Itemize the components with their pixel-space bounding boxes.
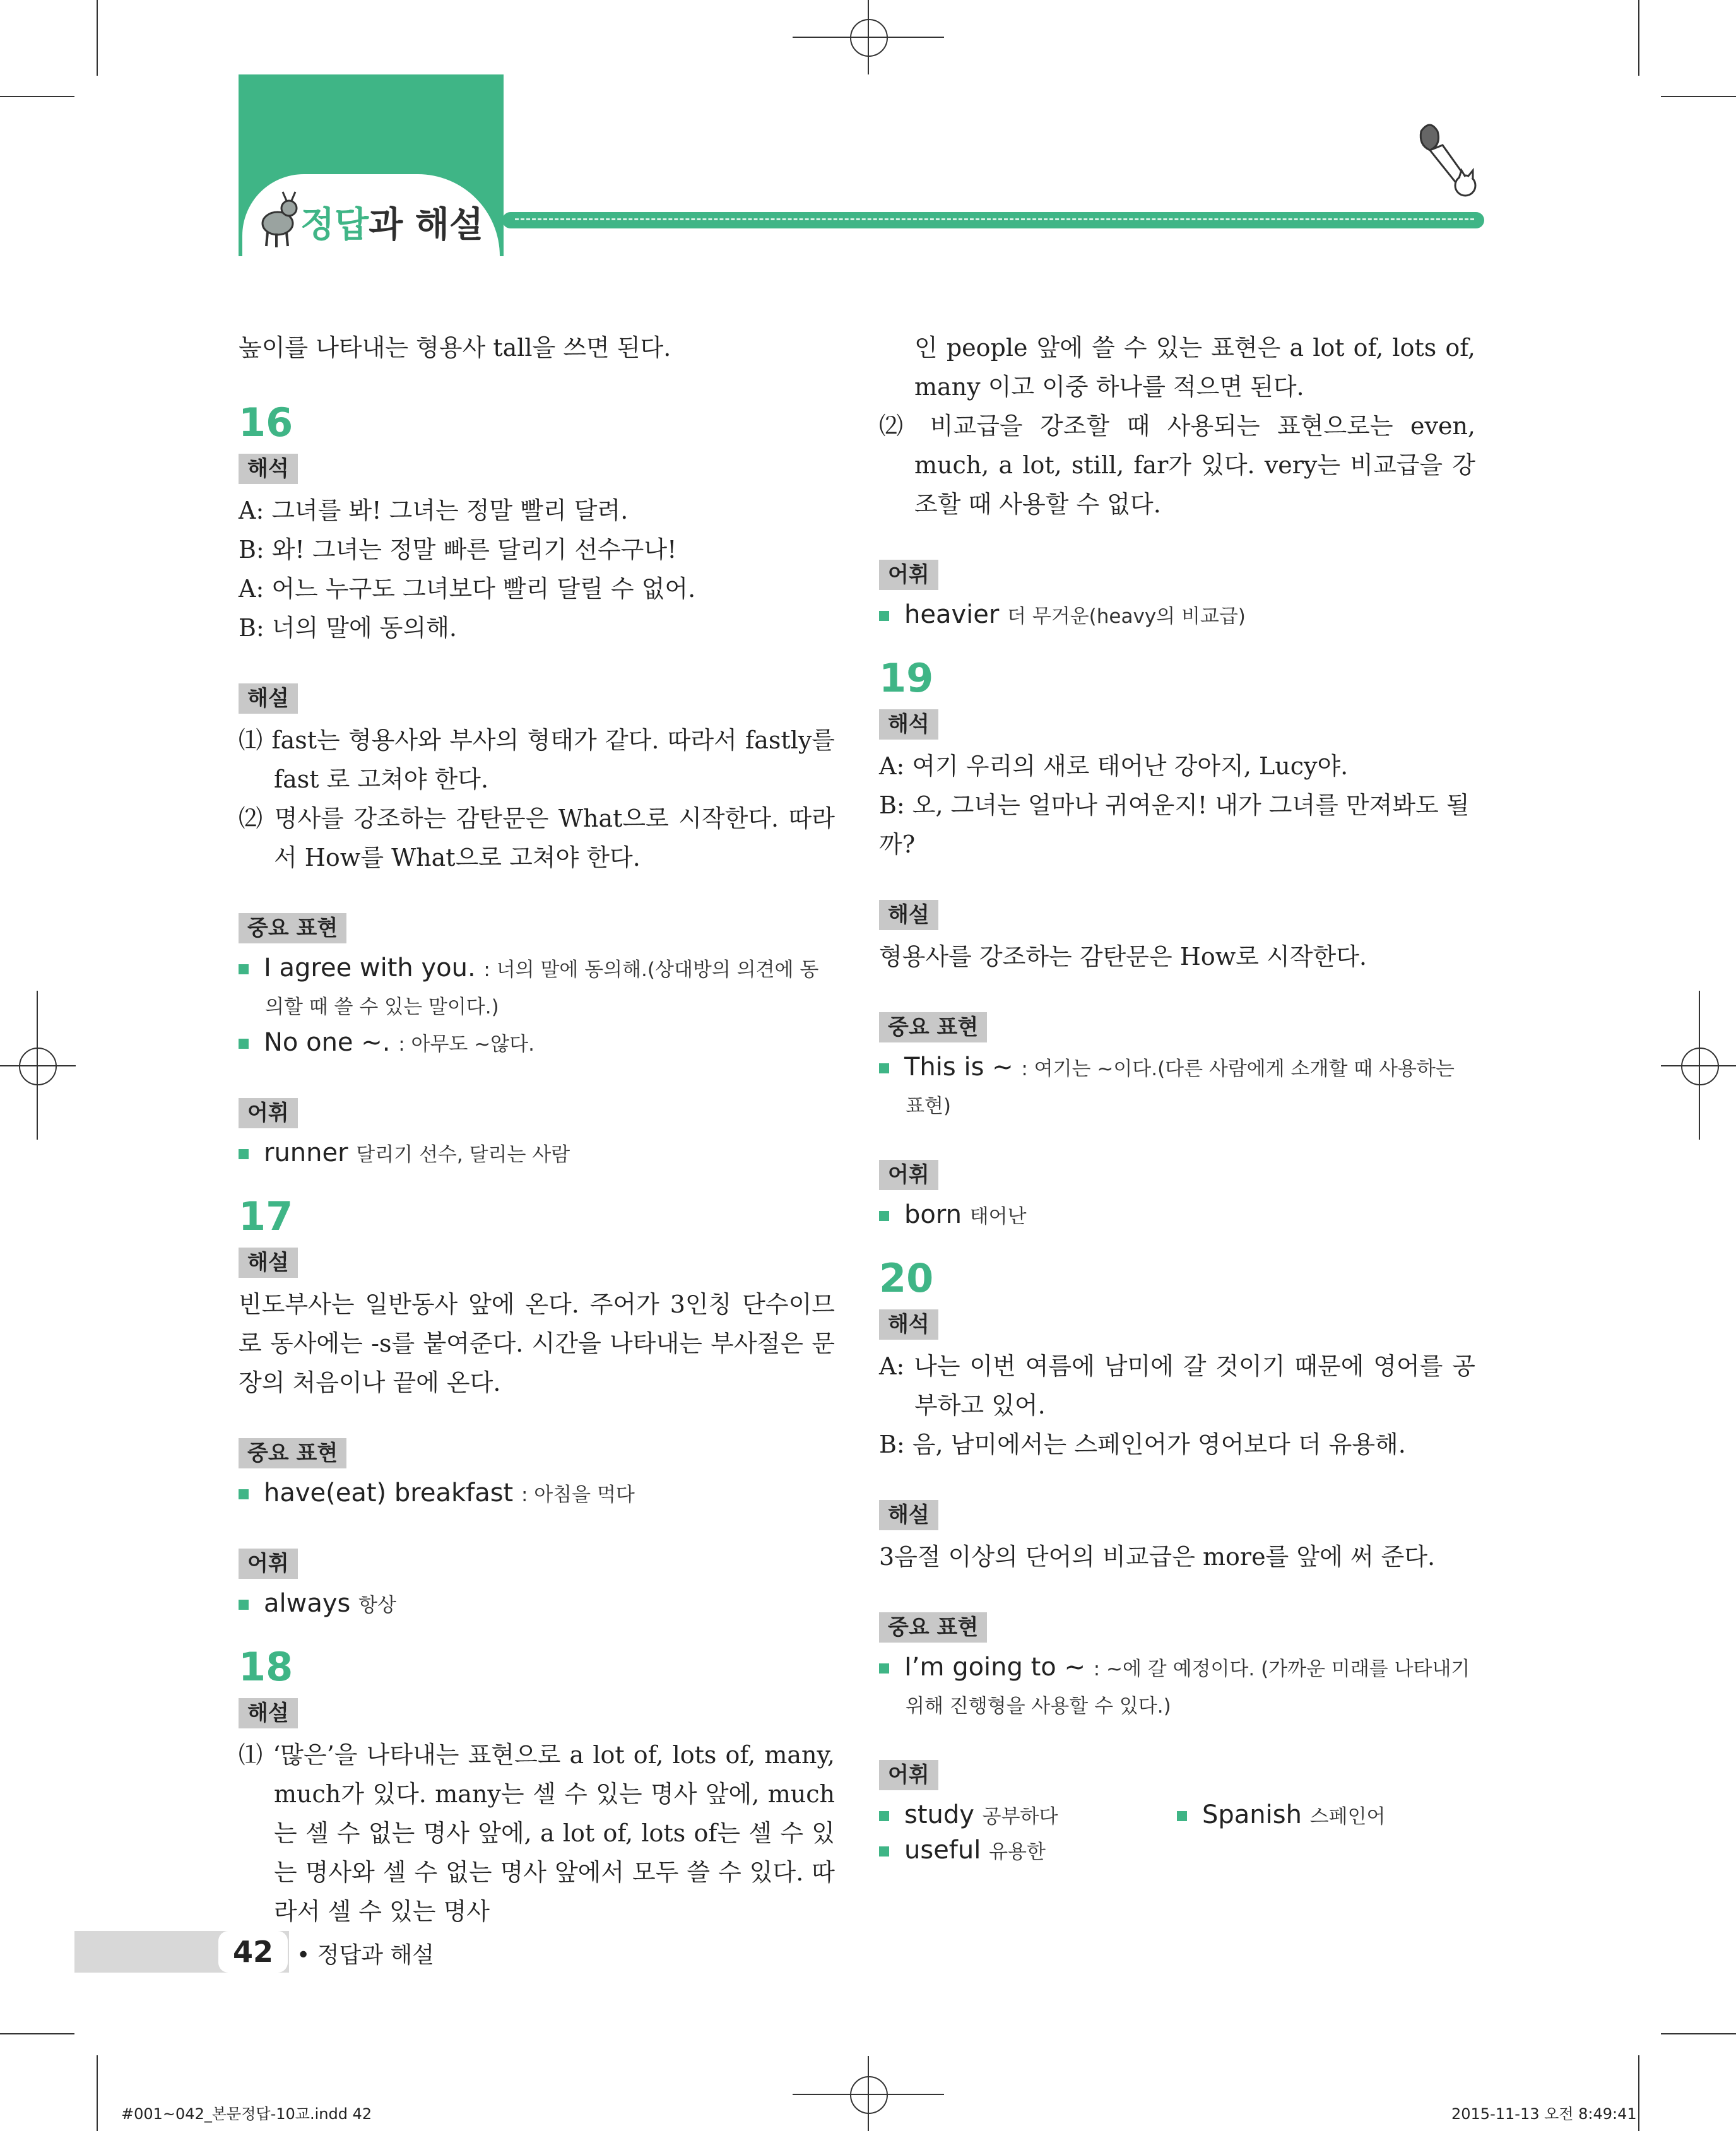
question-number-18: 18	[239, 1644, 293, 1690]
label-vocab: 어휘	[879, 560, 938, 590]
vocab-term: born	[904, 1200, 962, 1229]
dialogue-line: B: 너의 말에 동의해.	[239, 614, 458, 642]
registration-circle	[1681, 1048, 1719, 1085]
crop-mark	[1638, 0, 1639, 76]
label-expression: 중요 표현	[239, 1438, 346, 1468]
label-vocab: 어휘	[879, 1760, 938, 1790]
header-title	[300, 197, 483, 247]
label-expression: 중요 표현	[879, 1612, 987, 1643]
running-footer-title: • 정답과 해설	[297, 1942, 435, 1968]
crop-mark	[0, 2033, 74, 2034]
bullet-square-icon	[239, 964, 249, 974]
explanation-item: ⑴ ‘많은’을 나타내는 표현으로 a lot of, lots of, many, much가 있다. many는 셀 수 있는 명사 앞에, much는 셀 수 없는 명사 앞에, a lot of, lots of는 셀 수 있는 명사와 셀 수 없는 명사 앞에서 모두 쓸 수 있다. 따라서 셀 수 있는 명사	[239, 1741, 835, 1925]
expression-gloss: : ~에 갈 예정이다. (가까운 미래를 나타내기 위해 진행형을 사용할 수 있다.)	[906, 1658, 1470, 1718]
crop-mark	[97, 0, 98, 76]
vocab-item	[239, 1135, 835, 1172]
explanation-item: ⑵ 명사를 강조하는 감탄문은 What으로 시작한다. 따라서 How를 What으로 고쳐야 한다.	[239, 805, 835, 871]
dialogue-line: A: 나는 이번 여름에 남미에 갈 것이기 때문에 영어를 공부하고 있어.	[879, 1352, 1475, 1419]
explanation-text: 3음절 이상의 단어의 비교급은 more를 앞에 써 준다.	[879, 1543, 1436, 1571]
label-vocab: 어휘	[239, 1549, 298, 1579]
vocab-gloss: 공부하다	[982, 1805, 1058, 1828]
expression-gloss: : 너의 말에 동의해.(상대방의 의견에 동의할 때 쓸 수 있는 말이다.)	[265, 959, 819, 1018]
label-translation: 해석	[879, 1309, 938, 1340]
expression-gloss: : 아침을 먹다	[521, 1484, 635, 1506]
vocab-gloss: 유용한	[989, 1841, 1046, 1863]
bullet-square-icon	[879, 1846, 889, 1857]
label-vocab: 어휘	[879, 1160, 938, 1190]
vocab-item	[879, 1797, 1196, 1834]
vocab-term: Spanish	[1202, 1800, 1302, 1829]
expression-item	[879, 1650, 1475, 1724]
registration-circle	[850, 19, 888, 57]
vocab-item	[879, 597, 1475, 634]
dialogue-line: A: 어느 누구도 그녀보다 빨리 달릴 수 없어.	[239, 575, 696, 603]
dialogue-line: B: 음, 남미에서는 스페인어가 영어보다 더 유용해.	[879, 1431, 1406, 1458]
label-translation: 해석	[239, 454, 298, 484]
label-explanation: 해설	[239, 683, 298, 714]
vocab-gloss: 스페인어	[1309, 1805, 1386, 1828]
label-explanation: 해설	[239, 1698, 298, 1728]
registration-circle	[850, 2076, 888, 2114]
expression-item	[239, 950, 835, 1025]
crop-mark	[1661, 96, 1736, 97]
bullet-square-icon	[239, 1149, 249, 1159]
bullet-square-icon	[239, 1489, 249, 1499]
right-column	[879, 328, 1475, 1868]
vocab-term: runner	[264, 1138, 348, 1167]
dialogue-line: A: 그녀를 봐! 그녀는 정말 빨리 달려.	[239, 497, 629, 524]
slug-file-info: #001~042_본문정답-10교.indd 42	[121, 2105, 372, 2123]
expression-term: have(eat) breakfast	[264, 1479, 514, 1508]
bullet-square-icon	[239, 1600, 249, 1610]
bullet-square-icon	[239, 1039, 249, 1049]
vocab-gloss: 더 무거운(heavy의 비교급)	[1007, 605, 1246, 628]
dialogue-line: B: 오, 그녀는 얼마나 귀여운지! 내가 그녀를 만져봐도 될까?	[879, 791, 1470, 858]
expression-item	[239, 1475, 835, 1513]
expression-item	[239, 1025, 835, 1062]
question-number-20: 20	[879, 1255, 934, 1301]
expression-term: I’m going to ~	[904, 1653, 1086, 1682]
page-number: 42	[218, 1931, 288, 1973]
label-vocab: 어휘	[239, 1098, 298, 1128]
vocab-term: heavier	[904, 600, 1000, 629]
bullet-square-icon	[879, 1663, 889, 1674]
cat-mascot-icon	[1405, 120, 1480, 208]
label-expression: 중요 표현	[239, 913, 346, 943]
header-rule-stitch	[515, 218, 1474, 220]
dialogue-line: A: 여기 우리의 새로 태어난 강아지, Lucy야.	[879, 752, 1349, 780]
left-column	[239, 328, 835, 1931]
expression-gloss: : 여기는 ~이다.(다른 사람에게 소개할 때 사용하는 표현)	[906, 1058, 1455, 1118]
expression-term: No one ~.	[264, 1028, 391, 1057]
vocab-gloss: 달리기 선수, 달리는 사람	[356, 1143, 570, 1166]
bullet-square-icon	[879, 1063, 889, 1073]
vocab-term: study	[904, 1800, 974, 1829]
label-explanation: 해설	[879, 900, 938, 930]
vocab-grid	[879, 1797, 1475, 1868]
vocab-item	[879, 1833, 1196, 1870]
slug-timestamp: 2015-11-13 오전 8:49:41	[1451, 2105, 1637, 2123]
dialogue-line: B: 와! 그녀는 정말 빠른 달리기 선수구나!	[239, 536, 677, 564]
crop-mark	[0, 96, 74, 97]
vocab-item	[879, 1197, 1475, 1234]
expression-gloss: : 아무도 ~않다.	[398, 1033, 534, 1056]
goat-icon	[255, 191, 300, 249]
crop-mark	[97, 2055, 98, 2131]
vocab-gloss: 태어난	[969, 1205, 1027, 1228]
header-title-rest: 과 해설	[369, 204, 483, 245]
vocab-item	[1177, 1797, 1494, 1834]
label-explanation: 해설	[879, 1500, 938, 1530]
intro-text: 높이를 나타내는 형용사 tall을 쓰면 된다.	[239, 334, 671, 362]
bullet-square-icon	[1177, 1811, 1187, 1821]
vocab-item	[239, 1586, 835, 1623]
explanation-item: ⑵ 비교급을 강조할 때 사용되는 표현으로는 even, much, a lot, still, far가 있다. very는 비교급을 강조할 때 사용할 수 없다.	[879, 412, 1475, 518]
registration-circle	[19, 1048, 57, 1085]
question-number-16: 16	[239, 399, 293, 446]
question-number-19: 19	[879, 655, 934, 701]
vocab-term: always	[264, 1589, 351, 1618]
expression-term: This is ~	[904, 1053, 1013, 1082]
explanation-text: 형용사를 강조하는 감탄문은 How로 시작한다.	[879, 943, 1367, 971]
label-translation: 해석	[879, 709, 938, 740]
question-number-17: 17	[239, 1193, 293, 1239]
bullet-square-icon	[879, 611, 889, 621]
explanation-continued: 인 people 앞에 쓸 수 있는 표현은 a lot of, lots of, many 이고 이중 하나를 적으면 된다.	[914, 334, 1475, 401]
bullet-square-icon	[879, 1811, 889, 1821]
vocab-gloss: 항상	[358, 1594, 396, 1617]
header-rule	[502, 212, 1484, 228]
crop-mark	[1638, 2055, 1639, 2131]
explanation-item: ⑴ fast는 형용사와 부사의 형태가 같다. 따라서 fastly를 fast 로 고쳐야 한다.	[239, 726, 835, 793]
label-explanation: 해설	[239, 1248, 298, 1278]
expression-item	[879, 1049, 1475, 1124]
header-title-accent: 정답	[300, 204, 369, 245]
crop-mark	[1661, 2033, 1736, 2034]
expression-term: I agree with you.	[264, 953, 476, 983]
explanation-text: 빈도부사는 일반동사 앞에 온다. 주어가 3인칭 단수이므로 동사에는 -s를 붙여준다. 시간을 나타내는 부사절은 문장의 처음이나 끝에 온다.	[239, 1290, 835, 1396]
vocab-term: useful	[904, 1836, 981, 1865]
label-expression: 중요 표현	[879, 1012, 987, 1042]
bullet-square-icon	[879, 1211, 889, 1221]
